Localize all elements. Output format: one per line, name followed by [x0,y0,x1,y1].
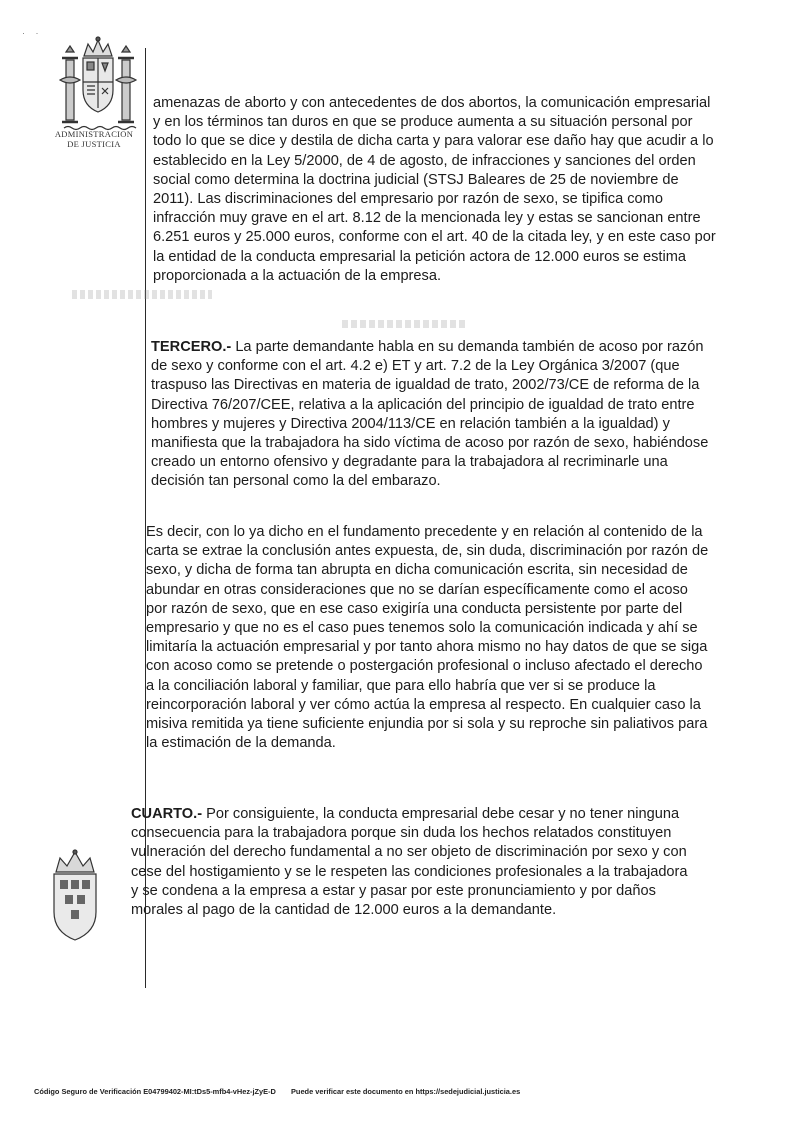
text-line [151,338,746,357]
text-line: traspuso las Directivas en materia de igualdad de trato, 2002/73/CE de reforma de la [151,377,700,394]
text-line: Directiva 76/207/CEE, relativa a la aplicación del principio de igualdad de trato entre [151,396,695,413]
text-line: amenazas de aborto y con antecedentes de dos abortos, la comunicación empresarial [153,95,711,111]
text-line: a la conciliación laboral y familiar, que para ello habría que ver si se produce la [146,677,656,694]
text-line: por razón de sexo, que en ese caso exigiría una conducta persistente por parte del [146,600,683,617]
text-line: con acoso como se pretende o postergación profesional o incluso afectado el derecho [146,658,703,675]
faded-stamp [72,290,212,299]
text-line: decisión tan personal como la del embarazo. [151,473,441,490]
paragraph-cuarto [131,805,735,920]
text-line: y en los términos tan duros en que se produce aumenta a su situación personal por [153,114,693,131]
text-line: carta se extrae la conclusión antes expuesta, de, sin duda, discriminación por razón de [146,543,709,560]
text-line: establecido en la Ley 5/2000, de 4 de agosto, de infracciones y sanciones del orden [153,152,696,169]
text-line: creado un entorno ofensivo y degradante para la trabajadora al recriminarle una [151,454,668,471]
text-line: consecuencia para la trabajadora porque sin duda los hechos relatados constituyen [131,825,672,842]
text-line: proporcionada a la actuación de la empresa. [153,267,442,284]
verification-link-note: Puede verificar este documento en https://sedejudicial.justicia.es [291,1087,521,1096]
text-line: misiva remitida ya tiene suficiente enjundia por si sola y su reproche sin paliativos para [146,716,708,733]
spain-coat-of-arms-icon [56,34,140,134]
paragraph-damages [153,94,745,286]
text-line: de sexo y conforme con el art. 4.2 e) ET y art. 7.2 de la Ley Orgánica 3/2007 (que [151,358,680,375]
org-line-1: ADMINISTRACION [54,129,134,139]
text-line: sexo, y dicha de forma tan abrupta en dicha comunicación escrita, sin necesidad de [146,562,688,579]
text-line: cese del hostigamiento y se le respeten las condiciones profesionales a la trabajadora [131,863,688,880]
text-line: 6.251 euros y 25.000 euros, conforme con el art. 40 de la citada ley, y en este caso por [153,229,716,246]
text-line: abundar en otras consideraciones que no se darían específicamente como el acoso [146,581,688,598]
org-line-2: DE JUSTICIA [67,139,121,149]
text-line: todo lo que se dice y destila de dicha carta y para valorar ese daño hay que acudir a lo [153,133,714,150]
text-line: y se condena a la empresa a estar y pasar por este pronunciamiento y por daños [131,882,656,899]
text-line: infracción muy grave en el art. 8.12 de la mencionada ley y estas se sancionan entre [153,210,701,227]
text-line: limitaría la actuación empresarial y por tanto ahora mismo no hay datos de que se siga [146,639,708,656]
text-fragment: Por consiguiente, la conducta empresarial debe cesar y no tener ninguna [202,806,680,822]
text-line: la entidad de la conducta empresarial la petición actora de 12.000 euros se estima [153,248,686,265]
text-line: reincorporación laboral y ver cómo actúa la empresa al respecto. En cualquier caso la [146,696,701,713]
faded-stamp [342,320,466,328]
murcia-coat-of-arms-icon [46,848,104,942]
text-line: la estimación de la demanda. [146,735,336,752]
text-fragment: La parte demandante habla en su demanda también de acoso por razón [231,339,704,355]
paragraph-tercero [151,338,746,492]
text-line [131,805,735,824]
text-line: manifiesta que la trabajadora ha sido víctima de acoso por razón de sexo, habiéndose [151,435,709,452]
text-line: empresario y que no es el caso pues tenemos solo la comunicación indicada y ahí se [146,620,698,637]
text-line: 2011). Las discriminaciones del empresario por razón de sexo, se tipifica como [153,191,663,208]
text-line: vulneración del derecho fundamental a no ser objeto de discriminación por sexo y con [131,844,687,861]
text-line: morales al pago de la cantidad de 12.000 euros a la demandante. [131,902,557,919]
text-line: Es decir, con lo ya dicho en el fundamento precedente y en relación al contenido de la [146,524,703,540]
scan-marks: · · [22,28,43,38]
section-heading-cuarto: CUARTO.- [131,806,203,822]
verification-code: Código Seguro de Verificación E04799402-MI:tDs5-mfb4-vHez-jZyE-D [34,1087,276,1096]
issuer-name [44,129,144,149]
text-line: hombres y mujeres y Directiva 2004/113/CE en relación también a la igualdad) y [151,415,670,432]
section-heading-tercero: TERCERO.- [151,339,232,355]
text-line: social como determina la doctrina judicial (STSJ Baleares de 25 de noviembre de [153,171,679,188]
paragraph-es-decir [146,523,740,753]
